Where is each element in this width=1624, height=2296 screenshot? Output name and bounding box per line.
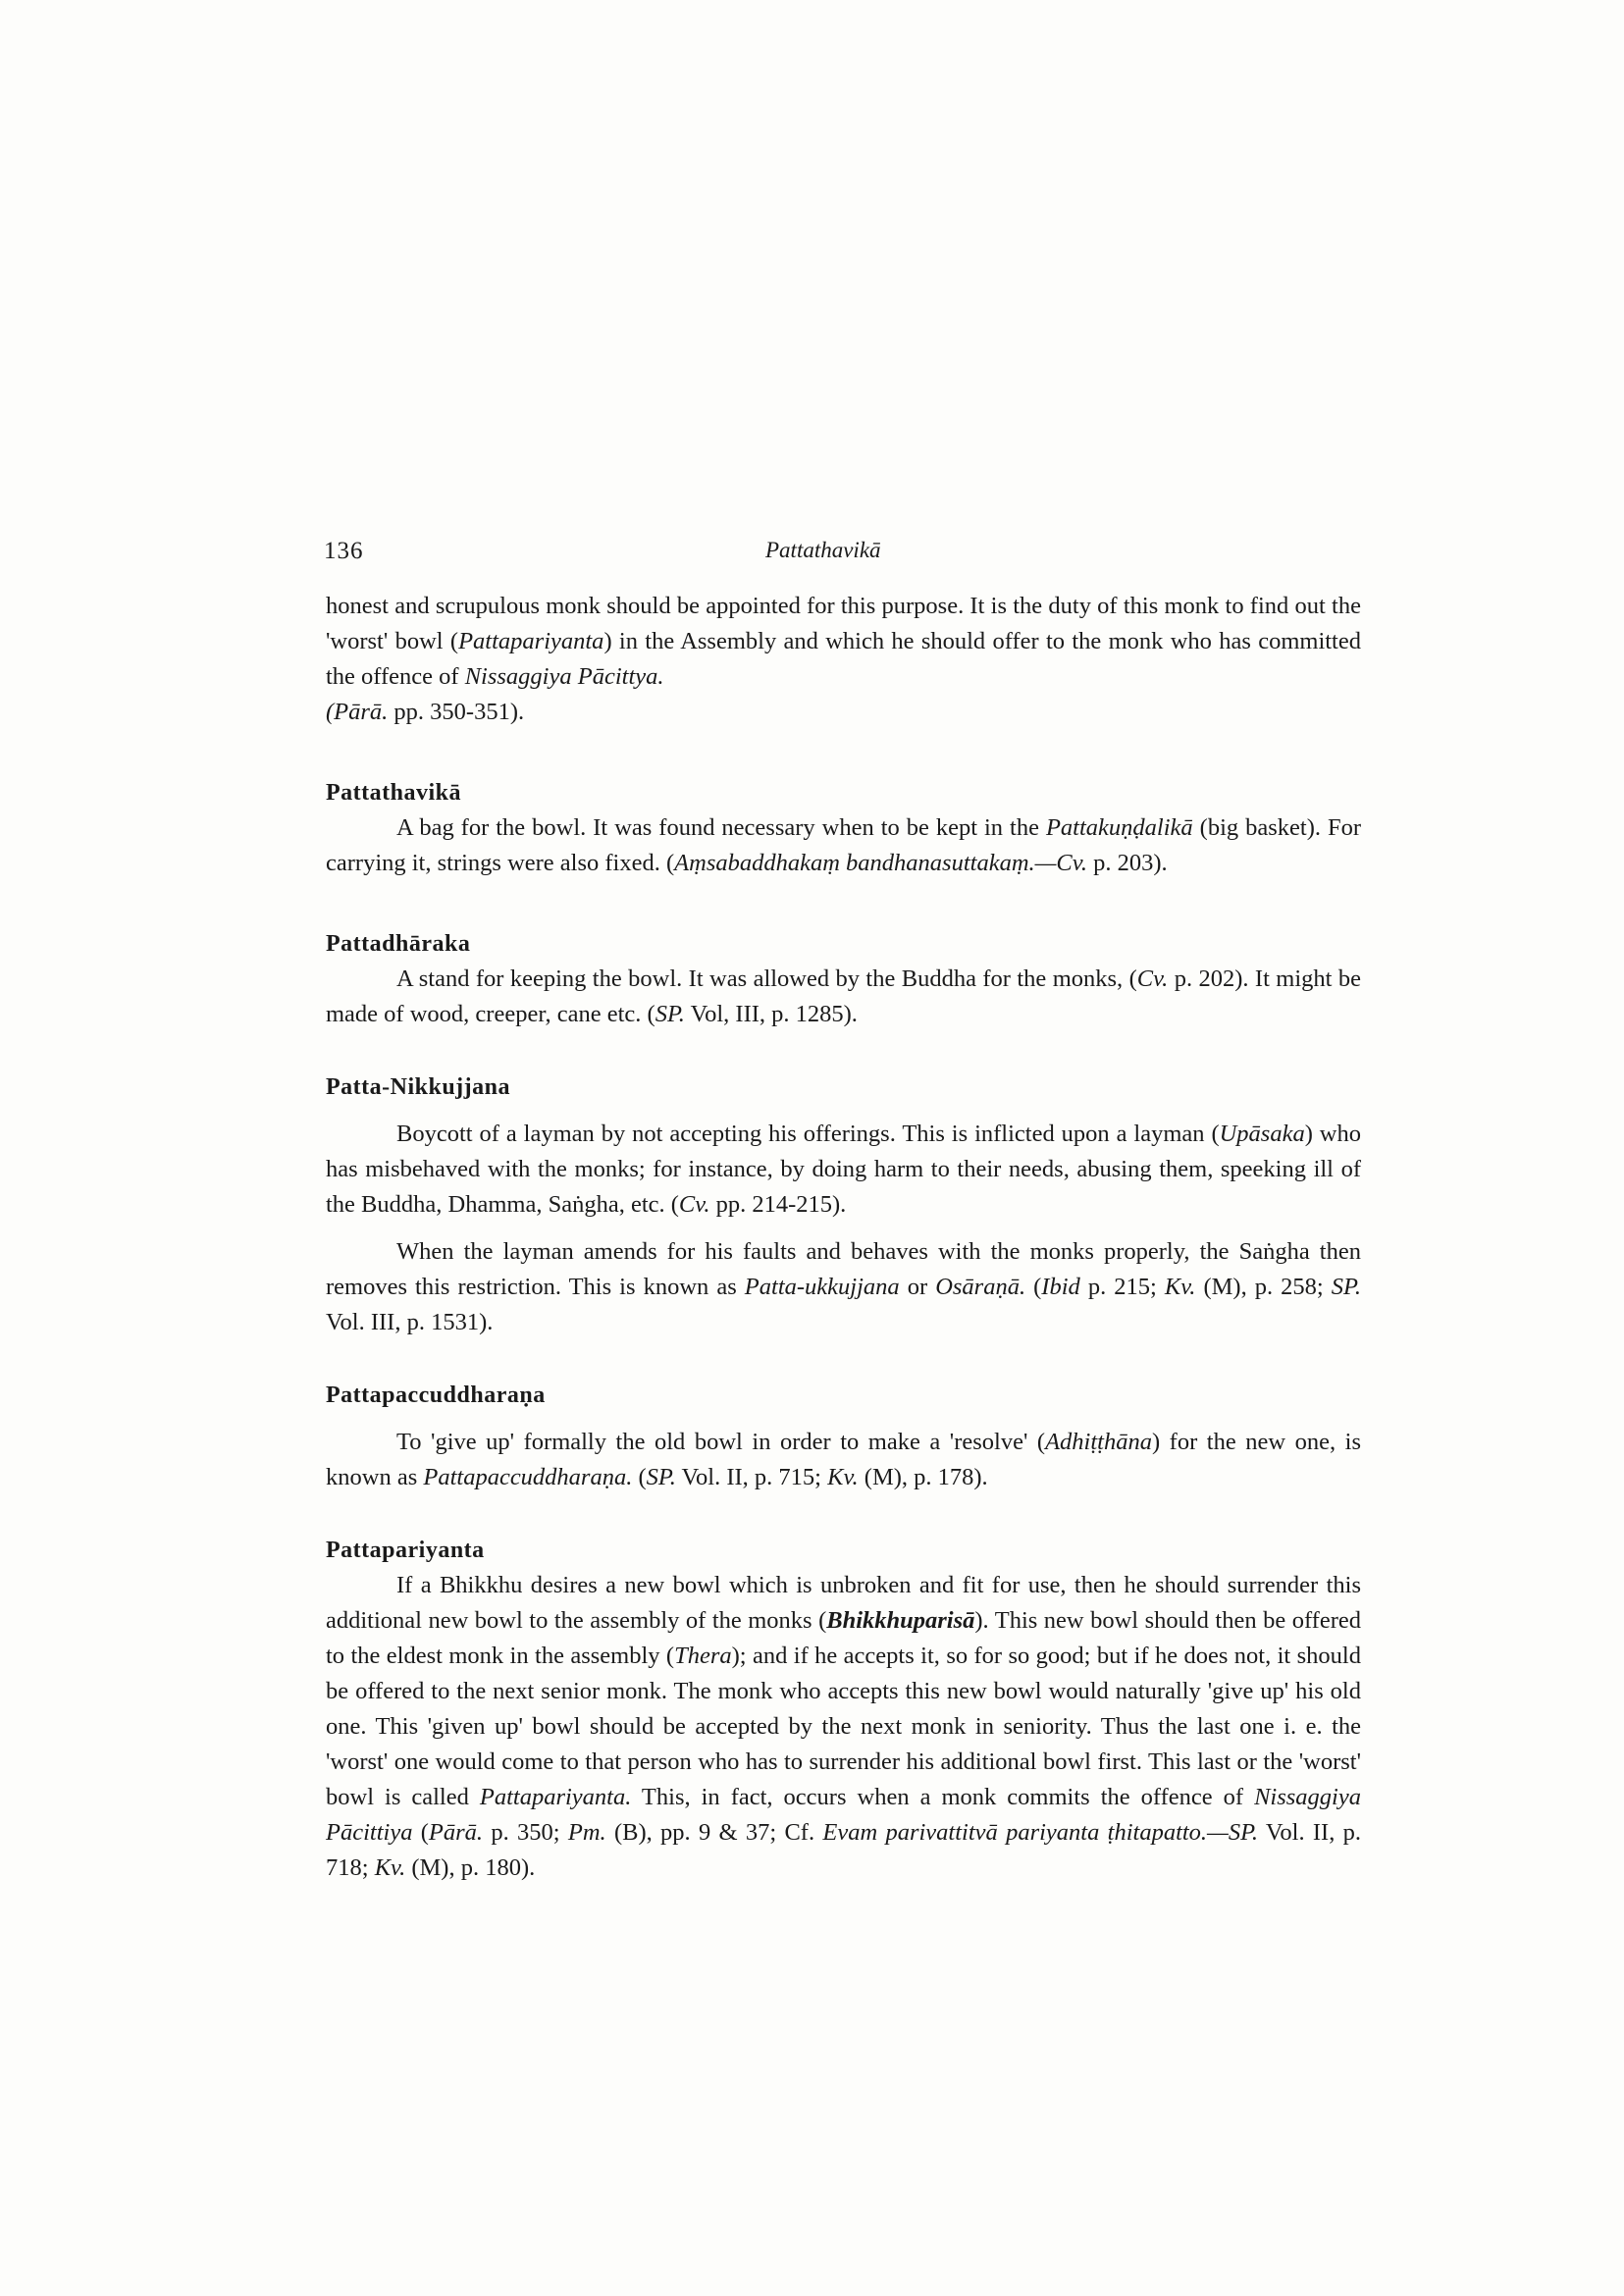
entry-text-patta-nikkujjana-2: When the layman amends for his faults and behaves with the monks properly, the Saṅgha then removes this restriction. This is known as Patta-ukkujjana or Osāraṇā. (Ibid p. 215; Kv. (M), p. 258; SP. Vol. III, p. 1531). — [326, 1238, 1361, 1335]
page-body — [326, 589, 1361, 1886]
page-number: 136 — [324, 538, 364, 564]
entry-heading-pattapaccuddharana: Pattapaccuddharaṇa — [326, 1383, 546, 1408]
entry-heading-pattadharaka: Pattadhāraka — [326, 931, 471, 957]
entry-text-pattathavika: A bag for the bowl. It was found necessary when to be kept in the Pattakuṇḍalikā (big basket). For carrying it, strings were also fixed. (Aṃsabaddhakaṃ bandhanasuttakaṃ.—Cv. p. 203). — [326, 814, 1361, 876]
entry-heading-patta-nikkujjana: Patta-Nikkujjana — [326, 1074, 511, 1100]
entry-text-pattapaccuddharana: To 'give up' formally the old bowl in order to make a 'resolve' (Adhiṭṭhāna) for the new one, is known as Pattapaccuddharaṇa. (SP. Vol. II, p. 715; Kv. (M), p. 178). — [326, 1429, 1361, 1490]
entry-text-pattadharaka: A stand for keeping the bowl. It was allowed by the Buddha for the monks, (Cv. p. 202). It might be made of wood, creeper, cane etc. (SP. Vol, III, p. 1285). — [326, 965, 1361, 1027]
running-head — [324, 538, 1354, 577]
entry-text-patta-nikkujjana-1: Boycott of a layman by not accepting his offerings. This is inflicted upon a layman (Upāsaka) who has misbehaved with the monks; for instance, by doing harm to their needs, abusing them, speeking ill of the Buddha, Dhamma, Saṅgha, etc. (Cv. pp. 214-215). — [326, 1121, 1362, 1218]
entry-text-pattapariyanta: If a Bhikkhu desires a new bowl which is unbroken and fit for use, then he should surrender this additional new bowl to the assembly of the monks (Bhikkhuparisā). This new bowl should then be offered to the eldest monk in the assembly (Thera); and if he accepts it, so for so good; but if he does not, it should be offered to the next senior monk. The monk who accepts this new bowl would naturally 'give up' his old one. This 'given up' bowl should be accepted by the next monk in seniority. Thus the last one i. e. the 'worst' one would come to that person who has to surrender his additional bowl first. This last or the 'worst' bowl is called Pattapariyanta. This, in fact, occurs when a monk commits the offence of Nissaggiya Pācittiya (Pārā. p. 350; Pm. (B), pp. 9 & 37; Cf. Evam parivattitvā pariyanta ṭhitapatto.—SP. Vol. II, p. 718; Kv. (M), p. 180). — [326, 1572, 1362, 1881]
entry-heading-pattathavika: Pattathavikā — [326, 780, 461, 806]
entry-heading-pattapariyanta: Pattapariyanta — [326, 1538, 485, 1563]
intro-paragraph: honest and scrupulous monk should be appointed for this purpose. It is the duty of this monk to find out the 'worst' bowl (Pattapariyanta) in the Assembly and which he should offer to the monk who has committed the offence of Nissaggiya Pācittya. (Pārā. pp. 350-351). — [326, 593, 1361, 725]
running-title: Pattathavikā — [765, 538, 881, 562]
